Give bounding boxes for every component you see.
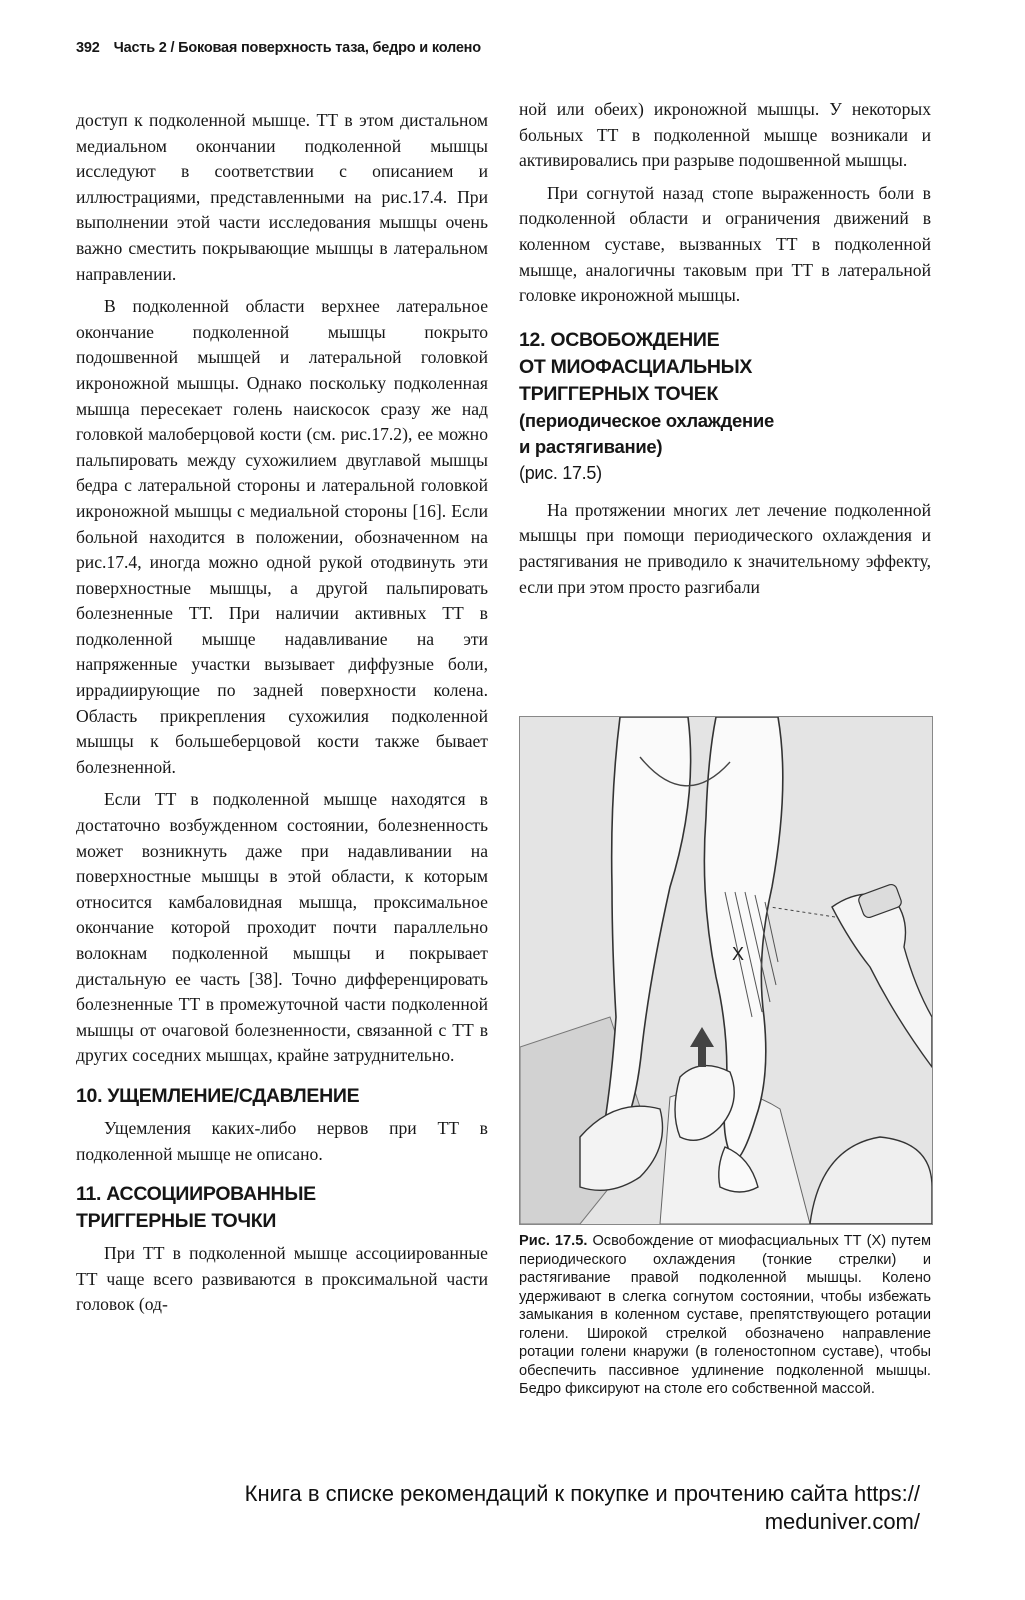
caption-text: Освобождение от миофасциальных ТТ (X) путем периодического охлаждения (тонкие стрелки) и растягивание правой подколенной мышцы. Колено удерживают в слегка согнутом состоянии, чтобы избежать замыкания в коленном суставе, препятствующего ротации голени. Широкой стрелкой обозначено направление ротации голени кнаружи (в голеностопном суставе), чтобы обеспечить пассивное удлинение подколенной мышцы. Бедро фиксируют на столе его собственной массой. bbox=[519, 1233, 931, 1397]
watermark-link[interactable]: meduniver.com/ bbox=[764, 1509, 920, 1534]
caption-label: Рис. 17.5. bbox=[519, 1233, 588, 1249]
figure-caption bbox=[519, 1232, 931, 1399]
running-title: Часть 2 / Боковая поверхность таза, бедро и колено bbox=[113, 40, 481, 56]
right-column bbox=[519, 97, 931, 600]
running-header bbox=[76, 40, 481, 56]
paragraph: При ТТ в подколенной мышце ассоциированные ТТ чаще всего развиваются в проксимальной части головок (од- bbox=[76, 1243, 488, 1315]
leg-stretch-illustration bbox=[520, 717, 932, 1224]
section-heading-10: 10. УЩЕМЛЕНИЕ/СДАВЛЕНИЕ bbox=[76, 1084, 360, 1107]
paragraph: На протяжении многих лет лечение подколенной мышцы при помощи периодического охлаждения и растягивания не приводило к значительному эффекту, если при этом просто разгибали bbox=[519, 499, 931, 597]
section-heading-12: 12. ОСВОБОЖДЕНИЕ ОТ МИОФАСЦИАЛЬНЫХ ТРИГГЕРНЫХ ТОЧЕК (периодическое охлаждение и растягивание) (рис. 17.5) bbox=[519, 328, 774, 483]
trigger-point-marker: X bbox=[732, 944, 745, 964]
site-watermark: Книга в списке рекомендаций к покупке и прочтению сайта https:// meduniver.com/ bbox=[170, 1480, 920, 1536]
paragraph: доступ к подколенной мышце. ТТ в этом дистальном медиальном окончании подколенной мышцы исследуют в соответствии с описанием и иллюстрациями, представленными на рис.17.4. При выполнении этой части исследования мышцы очень важно сместить покрывающие мышцы в латеральном направлении. bbox=[76, 110, 488, 284]
figure-illustration bbox=[519, 716, 933, 1225]
page-number: 392 bbox=[76, 40, 100, 56]
paragraph: Ущемления каких-либо нервов при ТТ в подколенной мышце не описано. bbox=[76, 1117, 488, 1164]
section-heading-11: 11. АССОЦИИРОВАННЫЕ ТРИГГЕРНЫЕ ТОЧКИ bbox=[76, 1183, 316, 1233]
left-column bbox=[76, 108, 488, 1318]
paragraph: В подколенной области верхнее латеральное окончание подколенной мышцы покрыто подошвенной мышцей и латеральной головкой икроножной мышцы. Однако поскольку подколенная мышца пересекает голень наискосок сразу же над головкой малоберцовой кости (см. рис.17.2), ее можно пальпировать между сухожилием двуглавой мышцы бедра с латеральной стороны и латеральной головкой икроножной мышцы с медиальной стороны [16]. Если больной находится в положении, обозначенном на рис.17.4, иногда можно одной рукой отодвинуть эти поверхностные мышцы, а другой пальпировать болезненные ТТ. При наличии активных ТТ в подколенной мышце надавливание на эти напряженные участки вызывает диффузные боли, иррадиирующие по задней поверхности колена. Область прикрепления сухожилия подколенной мышцы к большеберцовой кости также бывает болезненной. bbox=[76, 296, 488, 777]
paragraph: Если ТТ в подколенной мышце находятся в достаточно возбужденном состоянии, болезненность может возникнуть даже при надавливании на поверхностные мышцы в этой области, к которым относится камбаловидная мышца, проксимальное окончание которой проходит почти параллельно волокнам подколенной мышцы и покрывает дистальную ее часть [38]. Точно дифференцировать болезненные ТТ в промежуточной части подколенной мышцы от очаговой болезненности, связанной с ТТ в других соседних мышцах, крайне затруднительно. bbox=[76, 789, 488, 1066]
paragraph: При согнутой назад стопе выраженность боли в подколенной области и ограничения движений в коленном суставе, вызванных ТТ в подколенной мышце, аналогичны таковым при ТТ в латеральной головке икроножной мышцы. bbox=[519, 182, 931, 306]
paragraph: ной или обеих) икроножной мышцы. У некоторых больных ТТ в подколенной мышце возникали и активировались при разрыве подошвенной мышцы. bbox=[519, 99, 931, 171]
